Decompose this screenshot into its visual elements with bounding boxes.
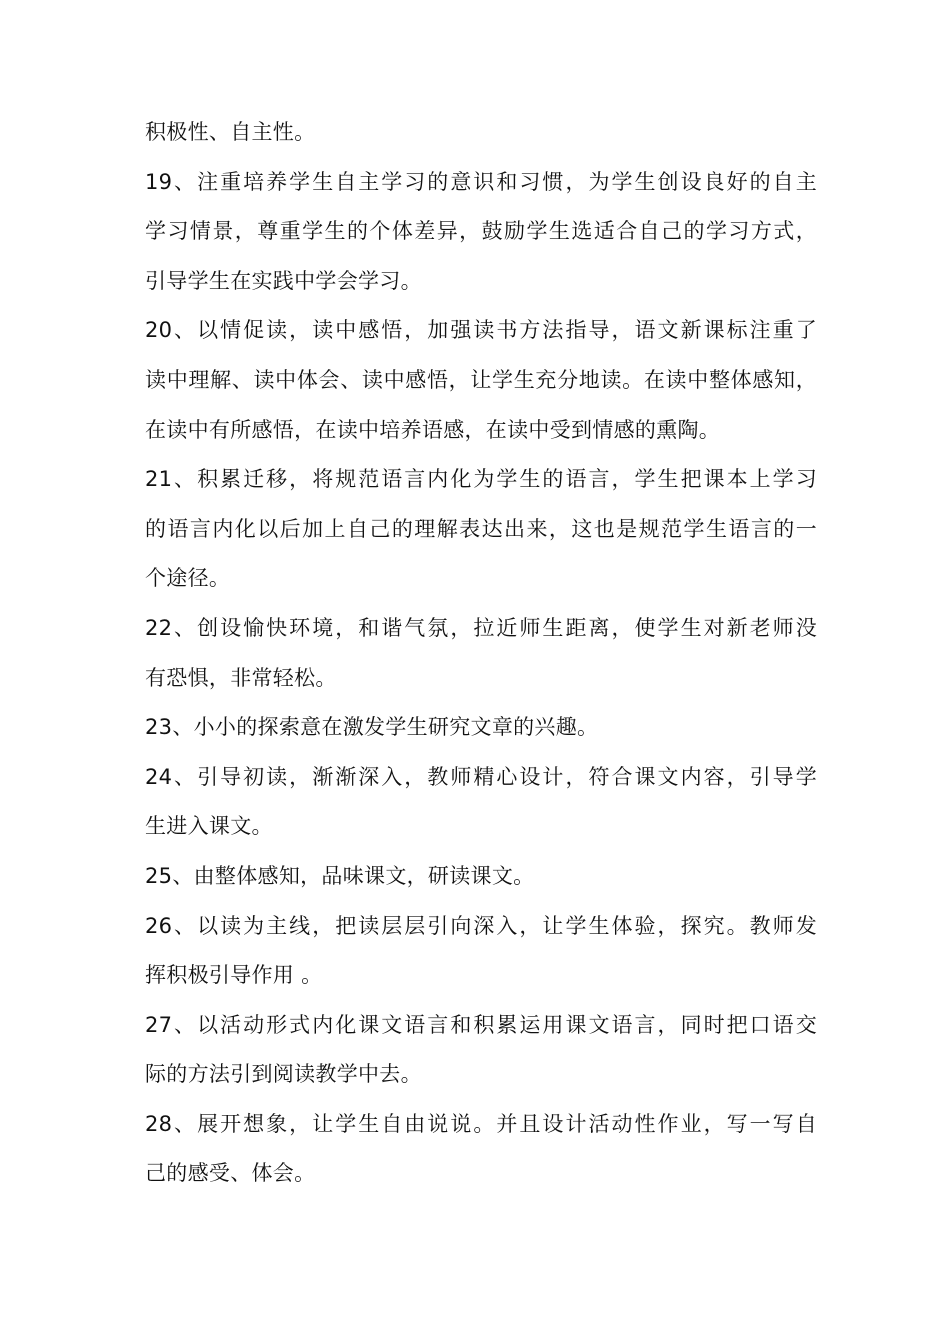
text-line: 挥积极引导作用 。 [145, 963, 323, 988]
text-line: 积极性、自主性。 [145, 120, 316, 144]
text-line: 27、以活动形式内化课文语言和积累运用课文语言，同时把口语交 [145, 1012, 817, 1037]
text-line: 28、展开想象，让学生自由说说。并且设计活动性作业，写一写自 [145, 1111, 817, 1136]
text-line: 25、由整体感知，品味课文，研读课文。 [145, 863, 535, 888]
text-line: 的语言内化以后加上自己的理解表达出来，这也是规范学生语言的一 [145, 516, 817, 541]
text-line: 22、创设愉快环境，和谐气氛，拉近师生距离，使学生对新老师没 [145, 615, 817, 640]
text-line: 24、引导初读，渐渐深入，教师精心设计，符合课文内容，引导学 [145, 764, 817, 789]
text-line: 个途径。 [145, 566, 231, 591]
document-body [145, 108, 817, 1199]
text-line: 引导学生在实践中学会学习。 [145, 268, 422, 293]
text-line: 在读中有所感悟，在读中培养语感，在读中受到情感的熏陶。 [145, 417, 721, 442]
text-line: 生进入课文。 [145, 814, 273, 839]
text-line: 读中理解、读中体会、读中感悟，让学生充分地读。在读中整体感知， [145, 367, 817, 392]
text-line: 26、以读为主线，把读层层引向深入，让学生体验，探究。教师发 [145, 913, 817, 938]
text-line: 21、积累迁移，将规范语言内化为学生的语言，学生把课本上学习 [145, 467, 817, 492]
text-line: 学习情景，尊重学生的个体差异，鼓励学生选适合自己的学习方式， [145, 219, 817, 244]
text-line: 际的方法引到阅读教学中去。 [145, 1062, 422, 1087]
text-line: 19、注重培养学生自主学习的意识和习惯，为学生创设良好的自主 [145, 169, 817, 194]
text-line: 己的感受、体会。 [145, 1161, 316, 1186]
text-line: 有恐惧，非常轻松。 [145, 665, 337, 690]
text-line: 20、以情促读，读中感悟，加强读书方法指导，语文新课标注重了 [145, 318, 817, 343]
text-line: 23、小小的探索意在激发学生研究文章的兴趣。 [145, 715, 599, 740]
